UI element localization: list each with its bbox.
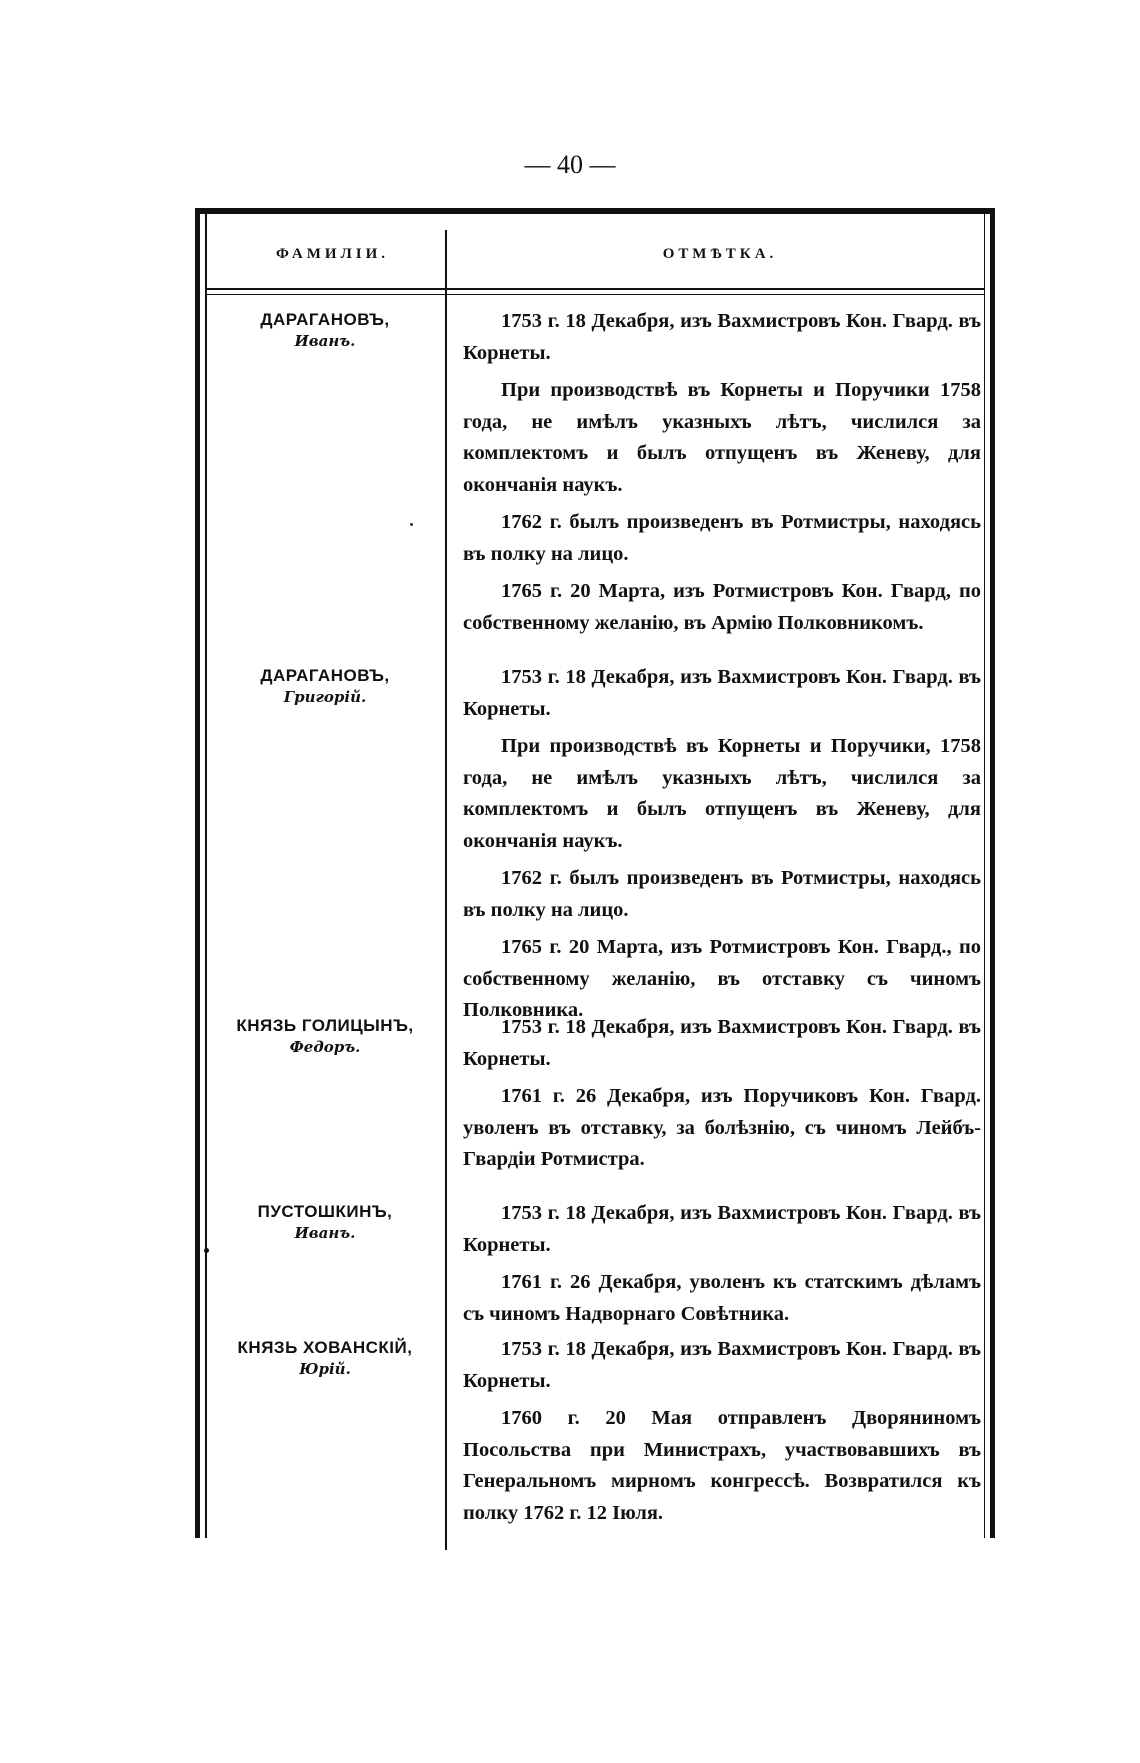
surname: ДАРАГАНОВЪ,	[260, 666, 390, 685]
record-remarks	[463, 1012, 981, 1182]
remark-paragraph: 1753 г. 18 Декабря, изъ Вахмистровъ Кон. Гвард. въ Корнеты.	[463, 310, 981, 364]
remark-paragraph: 1762 г. былъ произведенъ въ Ротмистры, находясь въ полку на лицо.	[463, 867, 981, 921]
remark-paragraph: 1753 г. 18 Декабря, изъ Вахмистровъ Кон. Гвард. въ Корнеты.	[463, 1016, 981, 1070]
remark-paragraph: 1753 г. 18 Декабря, изъ Вахмистровъ Кон. Гвард. въ Корнеты.	[463, 1338, 981, 1392]
given-name: Федоръ.	[289, 1038, 361, 1056]
record-name	[207, 666, 443, 706]
remark-paragraph: 1760 г. 20 Мая отправленъ Дворяниномъ Посольства при Министрахъ, участвовавшихъ въ Генеральномъ мирномъ конгрессѣ. Возвратился къ полку 1762 г. 12 Іюля.	[463, 1407, 981, 1524]
surname: КНЯЗЬ ГОЛИЦЫНЪ,	[236, 1016, 414, 1035]
ink-dot	[204, 1248, 209, 1253]
header-rule	[205, 288, 985, 290]
table-top-border	[195, 208, 995, 214]
table-right-border	[990, 208, 995, 1538]
page-number: — 40 —	[524, 150, 616, 179]
remark-paragraph: 1762 г. былъ произведенъ въ Ротмистры, находясь въ полку на лицо.	[463, 511, 981, 565]
surname: ПУСТОШКИНЪ,	[257, 1202, 393, 1221]
table-left-border	[195, 208, 200, 1538]
record-name	[207, 1202, 443, 1242]
record-name	[207, 1338, 443, 1378]
remark-paragraph: 1761 г. 26 Декабря, изъ Поручиковъ Кон. Гвард. уволенъ въ отставку, за болѣзнію, съ чиномъ Лейбъ-Гвардіи Ротмистра.	[463, 1085, 981, 1170]
surname: ДАРАГАНОВЪ,	[260, 310, 390, 329]
remark-paragraph: 1765 г. 20 Марта, изъ Ротмистровъ Кон. Гвард, по собственному желанію, въ Армію Полковникомъ.	[463, 580, 981, 634]
table-right-inner-border	[984, 208, 986, 1538]
header-remarks: ОТМѢТКА.	[662, 246, 778, 262]
record-name	[207, 310, 443, 350]
header-surnames: ФАМИЛІИ.	[275, 246, 390, 262]
remark-paragraph: При производствѣ въ Корнеты и Поручики 1758 года, не имѣлъ указныхъ лѣтъ, числился за комплектомъ и былъ отпущенъ въ Женеву, для окончанія наукъ.	[463, 379, 981, 496]
record-remarks	[463, 306, 981, 645]
remark-paragraph: 1753 г. 18 Декабря, изъ Вахмистровъ Кон. Гвард. въ Корнеты.	[463, 1202, 981, 1256]
ink-speck	[410, 523, 413, 526]
remark-paragraph: 1761 г. 26 Декабря, уволенъ къ статскимъ дѣламъ съ чиномъ Надворнаго Совѣтника.	[463, 1271, 981, 1325]
record-remarks	[463, 1198, 981, 1336]
records-table	[195, 208, 995, 1538]
record-name	[207, 1016, 443, 1056]
given-name: Григорій.	[283, 688, 367, 706]
record-remarks	[463, 1334, 981, 1535]
given-name: Иванъ.	[294, 1224, 356, 1242]
remark-paragraph: 1753 г. 18 Декабря, изъ Вахмистровъ Кон. Гвард. въ Корнеты.	[463, 666, 981, 720]
header-rule-thin	[205, 294, 985, 295]
given-name: Юрій.	[299, 1360, 351, 1378]
surname: КНЯЗЬ ХОВАНСКІЙ,	[237, 1338, 413, 1357]
remark-paragraph: При производствѣ въ Корнеты и Поручики, 1758 года, не имѣлъ указныхъ лѣтъ, числился за комплектомъ и былъ отпущенъ въ Женеву, для окончанія наукъ.	[463, 735, 981, 852]
given-name: Иванъ.	[294, 332, 356, 350]
column-divider	[445, 230, 447, 1550]
remark-paragraph: 1765 г. 20 Марта, изъ Ротмистровъ Кон. Гвард., по собственному желанію, въ отставку съ чиномъ Полковника.	[463, 936, 981, 1021]
record-remarks	[463, 662, 981, 1033]
